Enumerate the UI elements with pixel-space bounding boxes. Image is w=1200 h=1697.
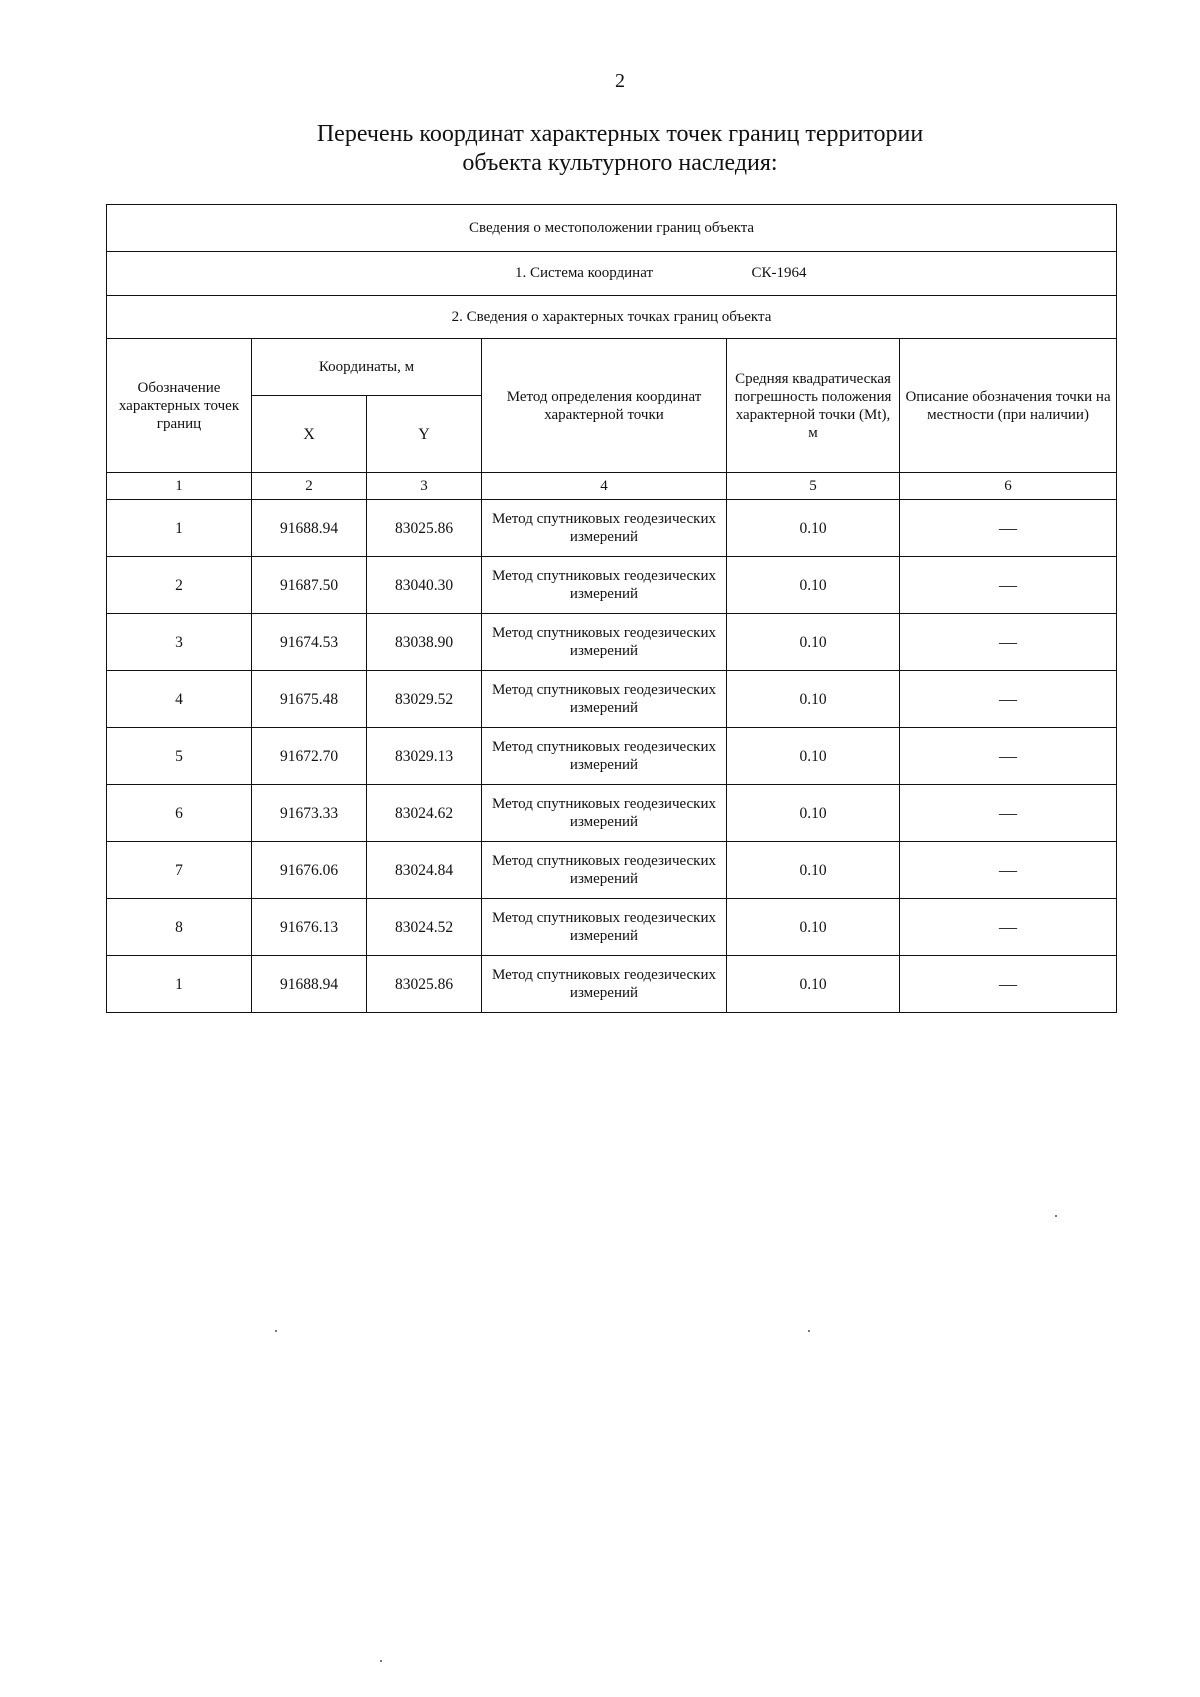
description-cell: — <box>900 671 1117 728</box>
coord-x: 91676.13 <box>252 899 367 956</box>
coord-x: 91676.06 <box>252 842 367 899</box>
col-header-accuracy: Средняя квадратическая погрешность положения характерной точки (Mt), м <box>727 339 900 473</box>
point-id: 8 <box>107 899 252 956</box>
table-row <box>107 956 1117 1013</box>
method-cell: Метод спутниковых геодезических измерений <box>482 671 727 728</box>
description-cell: — <box>900 557 1117 614</box>
point-id: 4 <box>107 671 252 728</box>
point-id: 1 <box>107 956 252 1013</box>
description-cell: — <box>900 842 1117 899</box>
coordinate-system-label: 1. Система координат <box>514 265 654 281</box>
method-cell: Метод спутниковых геодезических измерений <box>482 842 727 899</box>
method-cell: Метод спутниковых геодезических измерений <box>482 500 727 557</box>
col-number: 4 <box>482 473 727 500</box>
col-number: 3 <box>367 473 482 500</box>
description-cell: — <box>900 899 1117 956</box>
document-title <box>0 120 1200 178</box>
scan-speck <box>275 1330 277 1332</box>
col-number: 6 <box>900 473 1117 500</box>
method-cell: Метод спутниковых геодезических измерений <box>482 899 727 956</box>
table-row <box>107 557 1117 614</box>
method-cell: Метод спутниковых геодезических измерений <box>482 614 727 671</box>
coord-y: 83025.86 <box>367 956 482 1013</box>
col-number: 5 <box>727 473 900 500</box>
description-cell: — <box>900 728 1117 785</box>
coord-x: 91674.53 <box>252 614 367 671</box>
accuracy-cell: 0.10 <box>727 842 900 899</box>
table-row <box>107 842 1117 899</box>
col-number: 2 <box>252 473 367 500</box>
page-number: 2 <box>615 70 625 92</box>
description-cell: — <box>900 956 1117 1013</box>
point-id: 7 <box>107 842 252 899</box>
point-id: 3 <box>107 614 252 671</box>
coord-x: 91672.70 <box>252 728 367 785</box>
accuracy-cell: 0.10 <box>727 899 900 956</box>
coord-y: 83024.62 <box>367 785 482 842</box>
scan-speck <box>1055 1215 1057 1217</box>
accuracy-cell: 0.10 <box>727 614 900 671</box>
col-header-designation: Обозначение характерных точек границ <box>107 339 252 473</box>
method-cell: Метод спутниковых геодезических измерений <box>482 785 727 842</box>
coordinates-table <box>106 204 1117 1013</box>
table-row <box>107 500 1117 557</box>
description-cell: — <box>900 500 1117 557</box>
points-section-label: 2. Сведения о характерных точках границ объекта <box>107 296 1117 339</box>
accuracy-cell: 0.10 <box>727 956 900 1013</box>
accuracy-cell: 0.10 <box>727 500 900 557</box>
coordinate-system-row <box>107 252 1117 296</box>
col-number: 1 <box>107 473 252 500</box>
table-row <box>107 785 1117 842</box>
col-header-coordinates: Координаты, м <box>252 339 482 396</box>
coord-x: 91673.33 <box>252 785 367 842</box>
coord-x: 91675.48 <box>252 671 367 728</box>
coord-x: 91688.94 <box>252 500 367 557</box>
point-id: 1 <box>107 500 252 557</box>
table-row <box>107 899 1117 956</box>
point-id: 6 <box>107 785 252 842</box>
table-row <box>107 614 1117 671</box>
col-header-y: Y <box>367 396 482 473</box>
coord-y: 83029.52 <box>367 671 482 728</box>
coord-x: 91687.50 <box>252 557 367 614</box>
method-cell: Метод спутниковых геодезических измерений <box>482 557 727 614</box>
point-id: 2 <box>107 557 252 614</box>
accuracy-cell: 0.10 <box>727 785 900 842</box>
document-title-line-1: Перечень координат характерных точек границ территории <box>316 121 924 147</box>
method-cell: Метод спутниковых геодезических измерений <box>482 728 727 785</box>
document-title-line-2: объекта культурного наследия: <box>462 150 778 176</box>
table-row <box>107 728 1117 785</box>
col-header-description: Описание обозначения точки на местности (при наличии) <box>900 339 1117 473</box>
coord-x: 91688.94 <box>252 956 367 1013</box>
coord-y: 83038.90 <box>367 614 482 671</box>
point-id: 5 <box>107 728 252 785</box>
coord-y: 83024.52 <box>367 899 482 956</box>
coord-y: 83025.86 <box>367 500 482 557</box>
table-header-main: Сведения о местоположении границ объекта <box>107 205 1117 252</box>
description-cell: — <box>900 614 1117 671</box>
accuracy-cell: 0.10 <box>727 671 900 728</box>
scan-speck <box>808 1330 810 1332</box>
scan-speck <box>380 1660 382 1662</box>
coord-y: 83024.84 <box>367 842 482 899</box>
col-header-x: X <box>252 396 367 473</box>
col-header-method: Метод определения координат характерной точки <box>482 339 727 473</box>
accuracy-cell: 0.10 <box>727 728 900 785</box>
coordinate-system-value: СК-1964 <box>751 265 807 281</box>
coord-y: 83040.30 <box>367 557 482 614</box>
accuracy-cell: 0.10 <box>727 557 900 614</box>
coord-y: 83029.13 <box>367 728 482 785</box>
table-row <box>107 671 1117 728</box>
method-cell: Метод спутниковых геодезических измерений <box>482 956 727 1013</box>
description-cell: — <box>900 785 1117 842</box>
